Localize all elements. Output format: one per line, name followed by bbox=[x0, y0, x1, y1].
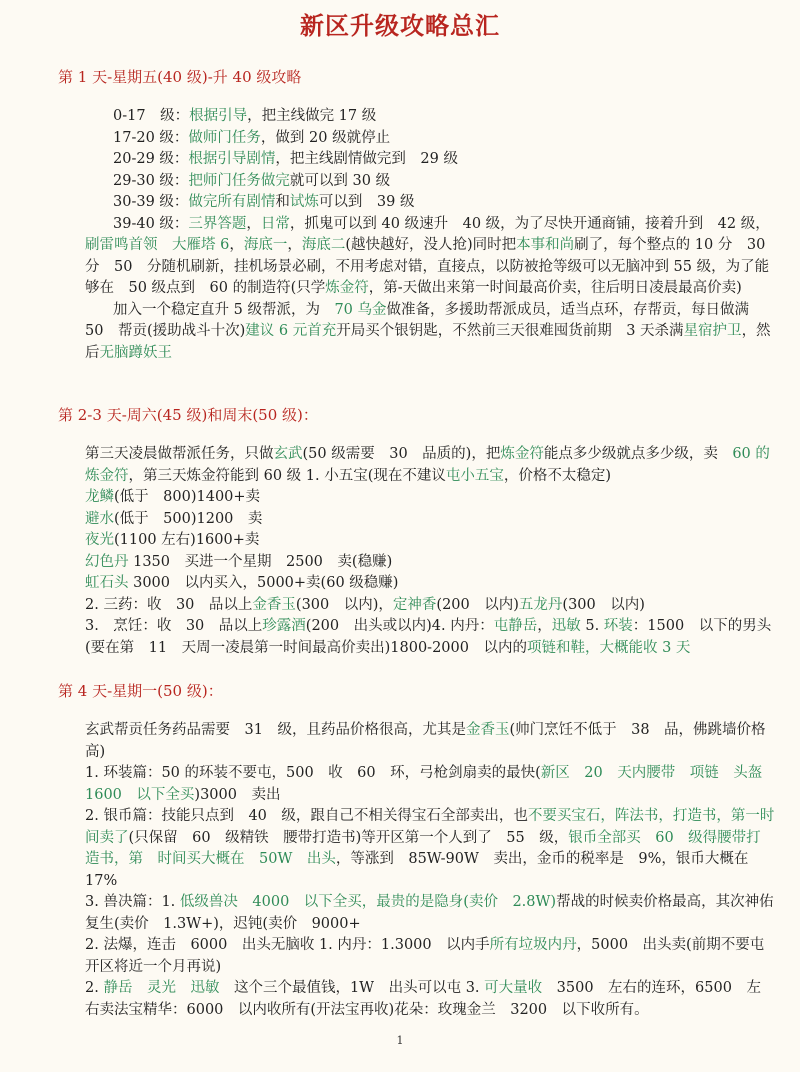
item-huansedan: 幻色丹 1350 买进一个星期 2500 卖(稳赚) bbox=[85, 553, 393, 570]
section-2-body bbox=[85, 444, 775, 659]
section-1-header: 第 1 天-星期五(40 级)-升 40 级攻略 bbox=[58, 68, 302, 86]
paragraph-neidan: 2. 静岳 灵光 迅敏 这个三个最值钱，1W 出头可以屯 3. 可大量收 3500 左右的连环，6500 左右卖法宝精华：6000 以内收所有(开法宝再收)花朵：玫瑰金兰 3200 以下收所有。 bbox=[85, 980, 761, 1018]
paragraph-xuanwu: 玄武帮贡任务药品需要 31 级，且药品价格很高，尤其是金香玉(帅门烹饪不低于 38 品，佛跳墙价格高) bbox=[85, 722, 766, 760]
paragraph-day3: 第三天凌晨做帮派任务，只做玄武(50 级需要 30 品质的)，把炼金符能点多少级就点多少级，卖 60 的炼金符，第三天炼金符能到 60 级 1. 小五宝(现在不建议屯小五宝，价格不太稳定) bbox=[85, 446, 770, 484]
line-0-17: 0-17 级：根据引导，把主线做完 17 级 bbox=[113, 108, 377, 124]
paragraph-yinbi: 2. 银币篇：技能只点到 40 级，跟自己不相关得宝石全部卖出，也不要买宝石，阵法书，打造书，第一时间卖了(只保留 60 级精铁 腰带打造书)等开区第一个人到了 55 级，银币全部买 60 级得腰带打造书，第 时间买大概在 50W 出头，等涨到 85W-90W 卖出，金币的税率是 9%，银币大概在 17% bbox=[85, 808, 775, 889]
paragraph-39-40: 39-40 级：三界答题，日常，抓鬼可以到 40 级速升 40 级，为了尽快开通商铺，接着升到 42 级，刷雷鸣首领 大雁塔 6，海底一，海底二(越快越好，没人抢)同时把本事和尚刷了，每个整点的 10 分 30 分 50 分随机刷新，挂机场景必刷，不用考虑对错，直接点，以防被抢等级可以无脑冲到 55 级，为了能够在 50 级点到 60 的制造符(只学炼金符，第-天做出来第一时间最高价卖，往后明日凌晨最高价卖) bbox=[85, 215, 770, 296]
section-1-body bbox=[85, 106, 775, 364]
paragraph-fabao: 2. 法爆，连击 6000 出头无脑收 1. 内丹：1.3000 以内手所有垃圾内丹，5000 出头卖(前期不要屯开区将近一个月再说) bbox=[85, 937, 765, 975]
page-number: 1 bbox=[396, 1034, 404, 1047]
line-20-29: 20-29 级：根据引导剧情，把主线剧情做完到 29 级 bbox=[113, 151, 458, 167]
paragraph-huanzhuang: 1. 环装篇：50 的环装不要屯，500 收 60 环，弓枪剑扇卖的最快(新区 20 天内腰带 项链 头盔 1600 以下全买)3000 卖出 bbox=[85, 765, 777, 803]
item-yeguang: 夜光(1100 左右)1600+卖 bbox=[85, 532, 260, 548]
paragraph-pengren: 3. 烹饪：收 30 品以上珍露酒(200 出头或以内)4. 内丹：屯静岳，迅敏 5. 环装：1500 以下的男头(要在第 11 天周一凌晨第一时间最高价卖出)1800-2000 以内的项链和鞋，大概能收 3 天 bbox=[85, 618, 772, 656]
line-sanyao: 2. 三药：收 30 品以上金香玉(300 以内)，定神香(200 以内)五龙丹(300 以内) bbox=[85, 596, 645, 613]
paragraph-guild: 加入一个稳定直升 5 级帮派，为 70 乌金做准备，多援助帮派成员，适当点环，存帮贡，每日做满 50 帮贡(援助战斗十次)建议 6 元首充开局买个银钥匙，不然前三天很难囤货前期 3 天杀满星宿护卫，然后无脑蹲妖王 bbox=[85, 301, 771, 361]
line-17-20: 17-20 级：做师门任务，做到 20 级就停止 bbox=[113, 129, 391, 146]
section-3-body bbox=[85, 720, 775, 1021]
page-title: 新区升级攻略总汇 bbox=[300, 11, 500, 40]
section-2-header: 第 2-3 天-周六(45 级)和周末(50 级)： bbox=[58, 406, 318, 424]
item-longlin: 龙鳞(低于 800)1400+卖 bbox=[85, 489, 261, 505]
item-hongshitou: 虹石头 3000 以内买入，5000+卖(60 级稳赚) bbox=[85, 575, 399, 591]
section-3-header: 第 4 天-星期一(50 级)： bbox=[58, 682, 223, 700]
paragraph-shoujue: 3. 兽决篇：1. 低级兽决 4000 以下全买，最贵的是隐身(卖价 2.8W)帮战的时候卖价格最高，其次神佑复生(卖价 1.3W+)，迟钝(卖价 9000+ bbox=[85, 894, 774, 932]
line-30-39: 30-39 级：做完所有剧情和试炼可以到 39 级 bbox=[113, 194, 415, 210]
line-29-30: 29-30 级：把师门任务做完就可以到 30 级 bbox=[113, 172, 391, 189]
item-bishui: 避水(低于 500)1200 卖 bbox=[85, 510, 263, 527]
